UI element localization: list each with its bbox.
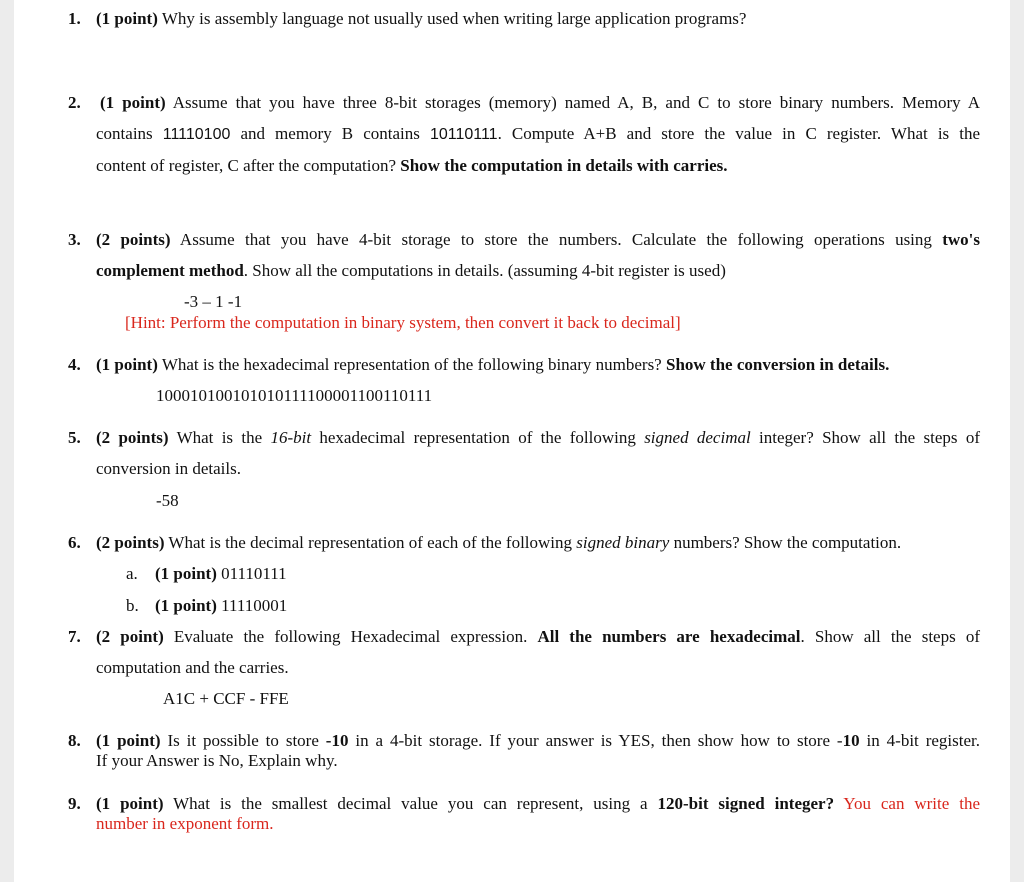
points-label: (2 point) [96,627,164,646]
question-text-line: computation and the carries. [96,658,289,677]
binary-value: 100010100101010111100001100110111 [156,386,433,405]
expression: A1C + CCF - FFE [163,689,289,708]
question-text-line: number in exponent form. [96,814,274,833]
points-label: (2 points) [96,428,169,447]
question-number: 1. [68,9,81,28]
question-text-line: If your Answer is No, Explain why. [96,751,338,770]
question-text-line: (2 point) Evaluate the following Hexadecimal expression. All the numbers are hexadecimal. Show all the steps of [96,627,981,646]
question-text-line: conversion in details. [96,459,241,478]
question-text-line: (1 point) Assume that you have three 8-bit storages (memory) named A, B, and C to store binary numbers. Memory A [100,93,980,112]
question-text-line: contains 11110100 and memory B contains 10110111. Compute A+B and store the value in C register. What is the [96,124,980,143]
question-number: 5. [68,428,81,447]
points-label: (1 point) [96,9,158,28]
question-text-line: (1 point) What is the hexadecimal representation of the following binary numbers? Show the conversion in details. [96,355,890,374]
points-label: (2 points) [96,533,165,552]
memory-b-value: 10110111 [429,126,498,143]
points-label: (1 point) [96,731,161,750]
decimal-value: -58 [156,491,179,510]
question-text-line: (2 points) What is the decimal representation of each of the following signed binary numbers? Show the computation. [96,533,902,552]
question-text-line: (2 points) Assume that you have 4-bit storage to store the numbers. Calculate the following operations using two's [96,230,980,249]
expression: -3 – 1 -1 [184,292,243,311]
question-number: 3. [68,230,81,249]
question-number: 6. [68,533,81,552]
question-number: 2. [68,93,81,112]
hint-text: [Hint: Perform the computation in binary system, then convert it back to decimal] [125,313,681,332]
question-text: (1 point) Why is assembly language not usually used when writing large application programs? [96,9,747,28]
question-text-line: content of register, C after the computation? Show the computation in details with carries. [96,156,728,175]
points-label: (1 point) [100,93,166,112]
question-text-line: (1 point) What is the smallest decimal value you can represent, using a 120-bit signed integer? You can write the [96,794,980,813]
points-label: (2 points) [96,230,171,249]
sub-item-label: b. [126,596,139,615]
question-number: 8. [68,731,81,750]
document-page [14,0,1010,882]
question-text-line: (2 points) What is the 16-bit hexadecimal representation of the following signed decimal integer? Show all the steps of [96,428,980,447]
sub-item-b: (1 point) 11110001 [155,596,288,615]
question-text-line: complement method. Show all the computations in details. (assuming 4-bit register is used) [96,261,726,280]
points-label: (1 point) [96,355,158,374]
question-text-line: (1 point) Is it possible to store -10 in a 4-bit storage. If your answer is YES, then show how to store -10 in 4-bit register. [96,731,980,750]
sub-item-label: a. [126,564,138,583]
sub-item-a: (1 point) 01110111 [155,564,287,583]
memory-a-value: 11110100 [162,126,231,143]
points-label: (1 point) [96,794,164,813]
question-number: 4. [68,355,81,374]
question-number: 9. [68,794,81,813]
question-number: 7. [68,627,81,646]
